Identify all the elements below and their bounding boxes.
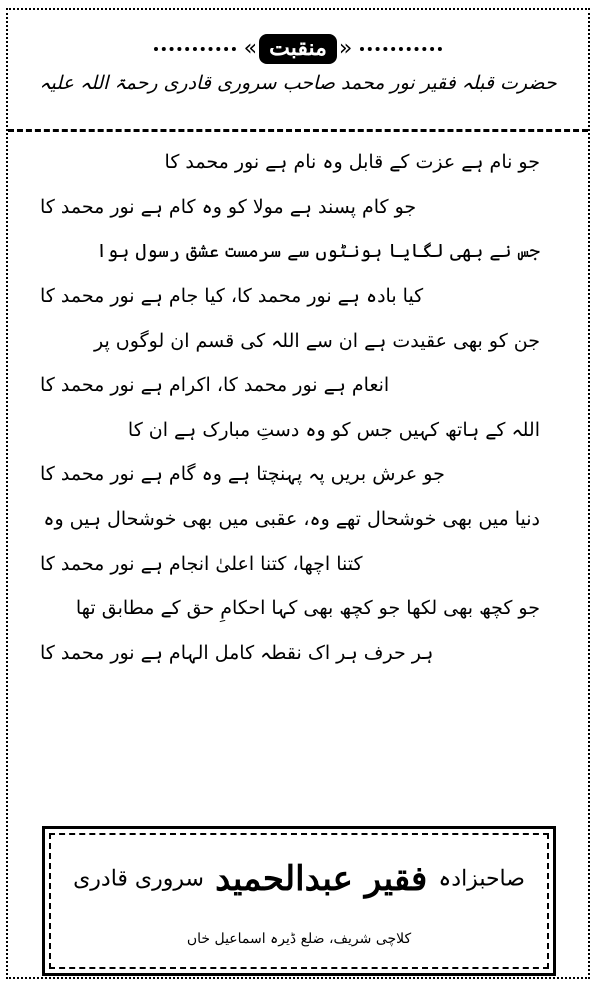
verse-line: جس نے بھی لگایا ہونٹوں سے سرمست عشق رسول ہوا: [95, 240, 540, 263]
title-dots-left: [154, 47, 236, 51]
verse-line: جو نام ہے عزت کے قابل وہ نام ہے نور محمد کا: [164, 151, 540, 174]
signature-inner-frame: [49, 833, 549, 969]
verse-line: انعام ہے نور محمد کا، اکرام ہے نور محمد کا: [40, 374, 390, 397]
signature-location: کلاچی شریف، ضلع ڈیرہ اسماعیل خاں: [186, 931, 412, 947]
signature-prefix: صاحبزادہ: [438, 866, 525, 892]
poem-subtitle: حضرت قبلہ فقیر نور محمد صاحب سروری قادری رحمۃ اللہ علیہ: [39, 72, 557, 94]
title-row: [8, 32, 588, 66]
verse-line: اللہ کے ہاتھ کہیں جس کو وہ دستِ مبارک ہے ان کا: [127, 418, 540, 441]
signature-name: فقیر عبدالحمید: [215, 859, 428, 899]
verse-line: جو کچھ بھی لکھا جو کچھ بھی کہا احکامِ حق کے مطابق تھا: [75, 597, 540, 620]
verse-line: کیا بادہ ہے نور محمد کا، کیا جام ہے نور محمد کا: [40, 285, 424, 308]
header-section: [8, 10, 588, 132]
signature-suffix: سروری قادری: [73, 866, 204, 892]
verse-line: جو کام پسند ہے مولا کو وہ کام ہے نور محمد کا: [40, 195, 417, 218]
verse-line: کتنا اچھا، کتنا اعلیٰ انجام ہے نور محمد کا: [40, 552, 363, 575]
ornament-left-icon: «: [243, 36, 258, 61]
signature-name-row: [51, 859, 547, 899]
signature-box: [42, 826, 556, 976]
title-dots-right: [360, 47, 442, 51]
verse-line: جن کو بھی عقیدت ہے ان سے اللہ کی قسم ان لوگوں پر: [94, 329, 540, 352]
ornament-right-icon: »: [338, 36, 353, 61]
verse-line: جو عرش بریں پہ پہنچتا ہے وہ گام ہے نور محمد کا: [40, 463, 445, 486]
verse-list: [40, 140, 540, 675]
verse-line: دنیا میں بھی خوشحال تھے وہ، عقبی میں بھی خوشحال ہیں وہ: [43, 508, 540, 531]
verse-line: ہر حرف ہر اک نقطہ کامل الہام ہے نور محمد کا: [40, 641, 434, 664]
poem-title: منقبت: [259, 34, 337, 64]
